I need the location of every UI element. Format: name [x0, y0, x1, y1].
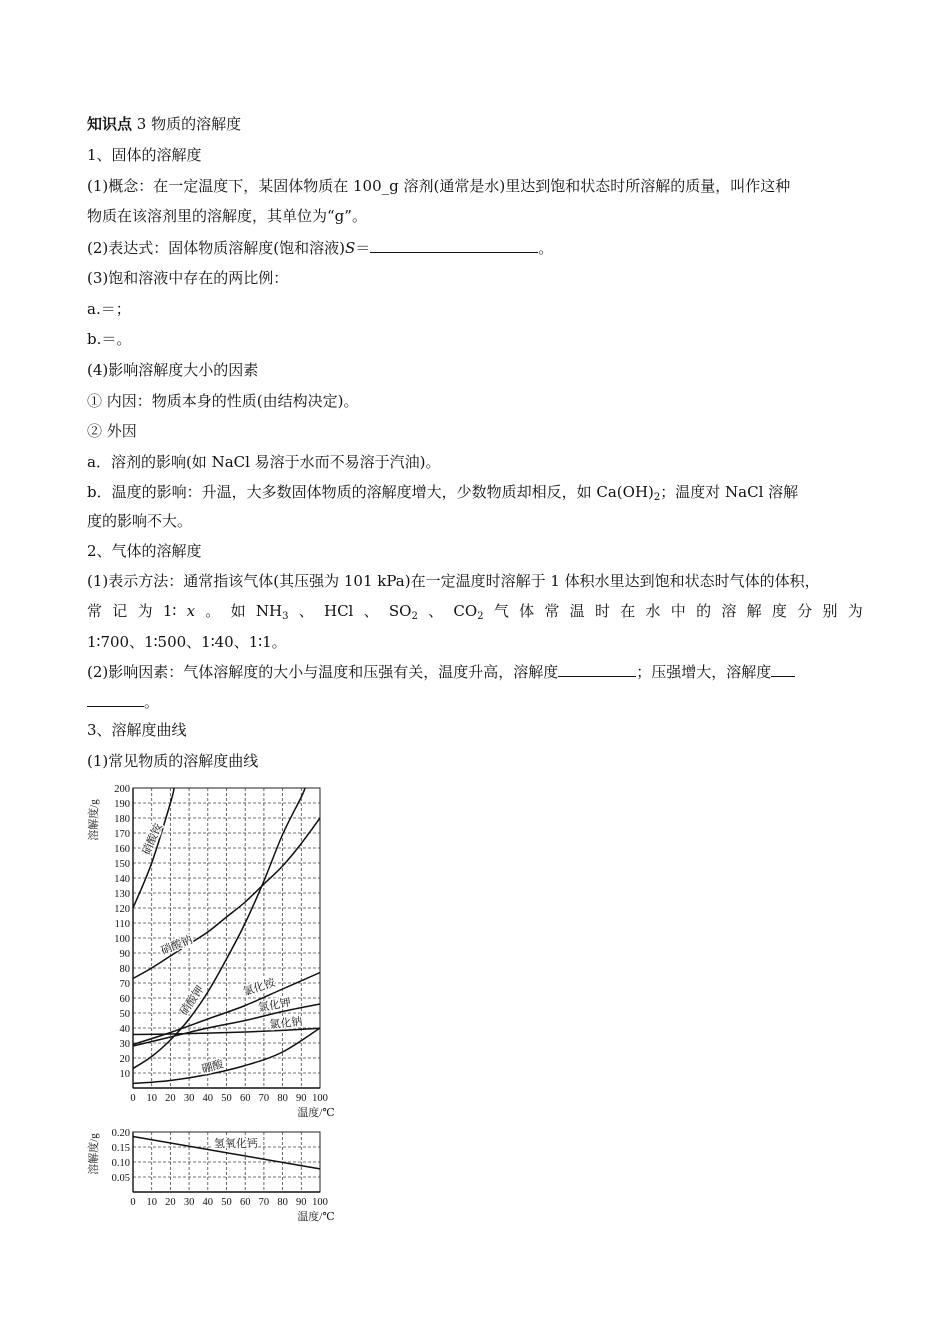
gas-method-line3: 1∶700、1∶500、1∶40、1∶1。	[87, 633, 287, 651]
y-tick-label: 30	[119, 1039, 130, 1050]
y-axis-label: 溶解度/g	[88, 799, 100, 841]
y-tick-label: 70	[119, 979, 130, 990]
gas-method-line1: (1)表示方法：通常指该气体(其压强为 101 kPa)在一定温度时溶解于 1 体积水里达到饱和状态时气体的体积，	[87, 572, 820, 590]
x-tick-label: 0	[130, 1093, 136, 1104]
solid-concept-line2: 物质在该溶剂里的溶解度，其单位为“g”。	[87, 207, 367, 225]
series-label-6: 硼酸	[200, 1058, 225, 1076]
y-tick-label: 130	[114, 889, 130, 900]
series-label-2: 硝酸钾	[177, 983, 207, 1018]
y-tick-label: 100	[114, 934, 130, 945]
series-label-0: 氢氧化钙	[213, 1138, 258, 1150]
expression-blank	[370, 238, 538, 253]
word: 水	[645, 602, 661, 620]
series-label-4: 氯化钾	[257, 996, 292, 1015]
gas-factor-line2	[87, 692, 863, 712]
series-label-1: 硝酸钠	[159, 933, 195, 958]
word: 溶	[721, 602, 737, 620]
y-tick-label: 160	[114, 844, 130, 855]
word: 为	[847, 602, 863, 620]
word: 如	[230, 602, 246, 620]
y-tick-label: 0.10	[111, 1158, 130, 1169]
x-tick-label: 90	[296, 1197, 307, 1208]
word: 、	[298, 602, 314, 620]
word: 常	[87, 602, 103, 620]
expression-symbol: S	[344, 239, 356, 257]
curve-title: 3、溶解度曲线	[87, 721, 187, 739]
gas-factor-line1	[87, 662, 863, 682]
section-heading	[87, 114, 863, 134]
word: 、	[428, 602, 444, 620]
x-tick-label: 50	[221, 1093, 232, 1104]
y-tick-label: 200	[114, 784, 130, 795]
y-tick-label: 0.05	[111, 1173, 130, 1184]
x-tick-label: 70	[258, 1197, 270, 1208]
word: 温	[569, 602, 585, 620]
y-tick-label: 10	[119, 1069, 130, 1080]
internal-factor: ① 内因：物质本身的性质(由结构决定)。	[87, 392, 359, 410]
y-tick-label: 180	[114, 814, 130, 825]
series-label-3: 氯化铵	[241, 976, 277, 999]
series-label-0: 硝酸铵	[140, 821, 165, 857]
ratio-title: (3)饱和溶液中存在的两比例：	[87, 269, 289, 287]
x-tick-label: 80	[277, 1197, 288, 1208]
gas-factor-prefix: (2)影响因素：气体溶解度的大小与温度和压强有关，温度升高，溶解度	[87, 663, 559, 681]
temperature-blank	[558, 662, 636, 677]
gas-title: 2、气体的溶解度	[87, 542, 202, 560]
x-tick-label: 100	[312, 1093, 328, 1104]
temperature-effect-line2: 度的影响不大。	[87, 512, 193, 530]
series-label-5: 氯化钠	[268, 1015, 304, 1032]
x-tick-label: 20	[165, 1197, 176, 1208]
y-tick-label: 60	[119, 994, 130, 1005]
formula-so2: $SO_2$	[388, 602, 418, 622]
word: 中	[670, 602, 686, 620]
solubility-chart	[85, 778, 345, 1123]
x-tick-label: 50	[221, 1197, 232, 1208]
gas-method-line2	[87, 601, 863, 621]
y-tick-label: 110	[114, 919, 130, 930]
heading-label: 知识点	[87, 115, 133, 133]
factors-title: (4)影响溶解度大小的因素	[87, 361, 259, 379]
gas-factor-mid: ；压强增大，溶解度	[636, 663, 772, 681]
word: 、	[363, 602, 379, 620]
ratio-a: a.＝；	[87, 300, 131, 318]
gas-factor-end: 。	[144, 693, 160, 711]
x-tick-label: 80	[277, 1093, 288, 1104]
formula-nh3: $NH_3$	[255, 602, 289, 622]
word: 气	[493, 602, 509, 620]
x-tick-label: 20	[165, 1093, 176, 1104]
y-tick-label: 20	[119, 1054, 130, 1065]
word: x	[186, 602, 196, 620]
x-axis-label: 温度/℃	[297, 1107, 335, 1119]
temperature-effect-line1	[87, 482, 863, 502]
solvent-effect: a．溶剂的影响(如 NaCl 易溶于水而不易溶于汽油)。	[87, 453, 441, 471]
word: 体	[519, 602, 535, 620]
y-tick-label: 50	[119, 1009, 130, 1020]
y-tick-label: 0.20	[111, 1128, 130, 1139]
word: 1∶	[162, 602, 177, 620]
pressure-blank-start	[771, 662, 795, 677]
word: 在	[620, 602, 636, 620]
solid-title: 1、固体的溶解度	[87, 146, 202, 164]
y-tick-label: 0.15	[111, 1143, 130, 1154]
temp-effect-subscript: 2	[653, 492, 661, 503]
expression-equals: ＝	[355, 239, 371, 257]
x-axis-label: 温度/℃	[297, 1211, 335, 1222]
solid-concept-line1: (1)概念：在一定温度下，某固体物质在 100_g 溶剂(通常是水)里达到饱和状态时所溶解的质量，叫作这种	[87, 177, 791, 195]
x-tick-label: 60	[239, 1197, 251, 1208]
pressure-blank-end	[87, 692, 144, 707]
word: 度	[771, 602, 787, 620]
y-tick-label: 140	[114, 874, 130, 885]
expression-end: 。	[538, 239, 554, 257]
y-tick-label: 90	[119, 949, 130, 960]
word: 分	[797, 602, 813, 620]
ratio-b: b.＝。	[87, 330, 132, 348]
formula-hcl: HCl	[324, 602, 354, 620]
y-tick-label: 170	[114, 829, 130, 840]
temp-effect-suffix: ；温度对 NaCl 溶解	[660, 483, 799, 501]
external-factor: ② 外因	[87, 422, 137, 440]
x-tick-label: 40	[202, 1197, 214, 1208]
word: 。	[205, 602, 221, 620]
y-tick-label: 120	[114, 904, 130, 915]
solid-expression	[87, 238, 863, 258]
formula-co2: $CO_2$	[453, 602, 484, 622]
word: 的	[696, 602, 712, 620]
heading-number: 3	[136, 115, 147, 133]
curve-subtitle: (1)常见物质的溶解度曲线	[87, 752, 259, 770]
x-tick-label: 10	[146, 1093, 157, 1104]
heading-title: 物质的溶解度	[151, 115, 242, 133]
y-tick-label: 80	[119, 964, 130, 975]
x-tick-label: 70	[258, 1093, 270, 1104]
word: 解	[746, 602, 762, 620]
expression-prefix: (2)表达式：固体物质溶解度(饱和溶液)	[87, 239, 345, 257]
x-tick-label: 90	[296, 1093, 307, 1104]
y-tick-label: 190	[114, 799, 130, 810]
word: 时	[594, 602, 610, 620]
y-tick-label: 150	[114, 859, 130, 870]
x-tick-label: 30	[183, 1197, 195, 1208]
x-tick-label: 0	[130, 1197, 136, 1208]
x-tick-label: 10	[146, 1197, 157, 1208]
x-tick-label: 40	[202, 1093, 214, 1104]
word: 常	[544, 602, 560, 620]
y-tick-label: 40	[119, 1024, 130, 1035]
word: 为	[137, 602, 153, 620]
x-tick-label: 100	[312, 1197, 328, 1208]
word: 别	[822, 602, 838, 620]
word: 记	[112, 602, 128, 620]
x-tick-label: 30	[183, 1093, 195, 1104]
y-axis-label: 溶解度/g	[88, 1133, 100, 1175]
temp-effect-prefix: b．温度的影响：升温，大多数固体物质的溶解度增大，少数物质却相反，如 Ca(OH)	[87, 483, 654, 501]
x-tick-label: 60	[239, 1093, 251, 1104]
calcium-hydroxide-chart	[85, 1124, 345, 1222]
